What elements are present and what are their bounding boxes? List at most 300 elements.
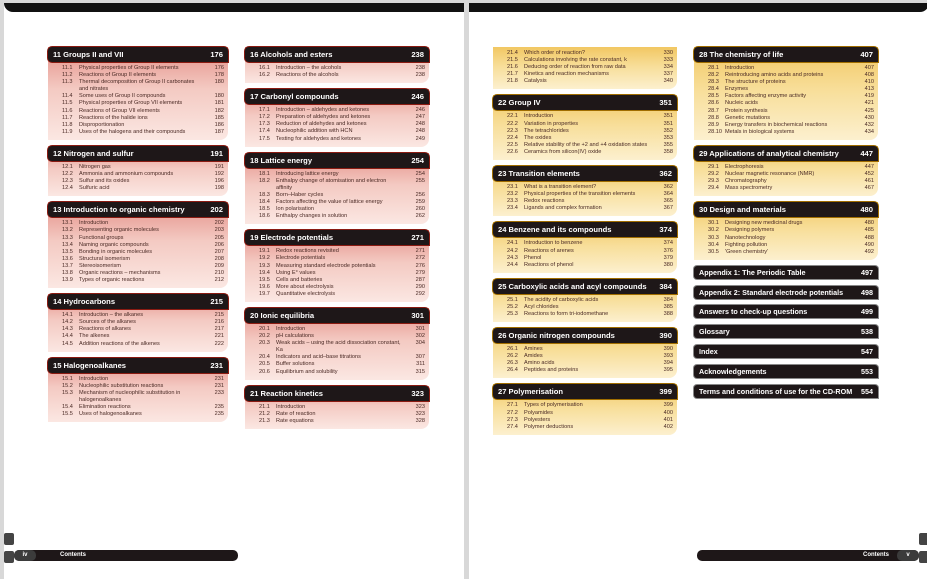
section-number: 18.5: [259, 206, 270, 213]
section-number: 23.1: [507, 184, 518, 191]
section-title: Thermal decomposition of Group II carbonates and nitrates: [79, 79, 195, 93]
section-title: Nucleophilic substitution reactions: [79, 382, 164, 389]
appendix-page: 499: [861, 307, 873, 317]
section-title: Organic reactions – mechanisms: [79, 269, 161, 276]
section-page: 292: [415, 290, 425, 297]
chapter-page: 407: [860, 50, 873, 59]
section-title: Measuring standard electrode potentials: [276, 262, 376, 269]
section-number: 26.4: [507, 367, 518, 374]
toc-entry: [507, 424, 673, 431]
toc-entry: [62, 115, 224, 122]
toc-entry: [507, 410, 673, 417]
section-page: 176: [214, 65, 224, 71]
section-number: 26.1: [507, 346, 518, 353]
section-number: 15.4: [62, 404, 73, 410]
toc-entry: [259, 270, 425, 277]
section-page: 248: [415, 121, 425, 128]
section-list: [245, 245, 429, 302]
toc-entry: [507, 248, 673, 255]
section-number: 27.3: [507, 416, 518, 423]
section-number: 18.3: [259, 191, 270, 198]
section-number: 21.5: [507, 57, 518, 64]
section-title: Bonding in organic molecules: [79, 248, 153, 255]
section-number: 13.3: [62, 234, 73, 241]
section-number: 27.4: [507, 423, 518, 430]
toc-entry: [708, 164, 874, 171]
section-page: 390: [663, 346, 673, 353]
section-page: 353: [663, 134, 673, 141]
toc-entry: [507, 135, 673, 142]
appendix-title: Appendix 1: The Periodic Table: [699, 267, 806, 277]
section-number: 26.2: [507, 353, 518, 360]
toc-column: [245, 47, 429, 435]
section-list: [493, 110, 677, 160]
section-number: 18.4: [259, 199, 270, 206]
toc-column: [694, 47, 878, 404]
section-title: Quantitative electrolysis: [276, 290, 336, 297]
chapter-page: 323: [411, 388, 424, 398]
chapter-page: 480: [860, 205, 873, 215]
chapter-page: 362: [659, 169, 672, 179]
section-title: Reintroducing amino acids and proteins: [725, 72, 824, 79]
toc-chapter: [48, 294, 228, 351]
toc-entry: [62, 185, 224, 192]
section-page: 248: [415, 128, 425, 135]
toc-entry: [62, 383, 224, 390]
section-number: 25.3: [507, 310, 518, 317]
toc-chapter: [493, 279, 677, 322]
section-title: Reduction of aldehydes and ketones: [276, 121, 367, 128]
section-title: Using E° values: [276, 269, 316, 276]
section-title: Fighting pollution: [725, 241, 768, 248]
toc-entry: [259, 255, 425, 262]
toc-entry: [708, 235, 874, 242]
section-page: 452: [864, 171, 874, 178]
section-number: 11.1: [62, 65, 73, 71]
section-title: Ion polarisation: [276, 206, 314, 213]
section-page: 394: [663, 360, 673, 367]
section-page: 467: [864, 185, 874, 192]
section-title: Some uses of Group II compounds: [79, 93, 166, 100]
section-page: 272: [415, 255, 425, 262]
section-title: Deducing order of reaction from raw data: [524, 64, 626, 71]
toc-entry: [507, 64, 673, 71]
section-title: Redox reactions revisited: [276, 248, 339, 255]
section-title: Nitrogen gas: [79, 163, 111, 170]
section-page: 301: [415, 325, 425, 332]
chapter-title: 26 Organic nitrogen compounds: [498, 331, 615, 341]
section-title: Relative stability of the +2 and +4 oxidation states: [524, 141, 648, 148]
appendix-page: 553: [861, 366, 873, 376]
chapter-title: 27 Polymerisation: [498, 387, 563, 397]
toc-entry: [62, 256, 224, 263]
section-number: 11.4: [62, 93, 73, 100]
section-page: 206: [214, 241, 224, 248]
toc-entry: [507, 297, 673, 304]
section-title: More about electrolysis: [276, 283, 334, 290]
section-title: Ammonia and ammonium compounds: [79, 171, 174, 178]
chapter-title: 19 Electrode potentials: [250, 233, 334, 243]
toc-entry: [259, 340, 425, 354]
section-title: Sulfuric acid: [79, 185, 110, 192]
section-title: Disproportionation: [79, 121, 125, 128]
toc-entry: [259, 128, 425, 135]
section-number: 24.2: [507, 247, 518, 254]
page-footer: [697, 550, 919, 561]
appendix-entry: [694, 266, 878, 279]
section-title: Indicators and acid–base titrations: [276, 354, 361, 361]
section-title: Redox reactions: [524, 198, 565, 205]
section-page: 287: [415, 276, 425, 283]
section-page: 399: [663, 402, 673, 409]
section-page: 364: [663, 191, 673, 198]
section-page: 207: [214, 248, 224, 255]
chapter-header: [245, 386, 429, 401]
chapter-page: 351: [659, 98, 672, 108]
section-title: Reactions of the halide ions: [79, 114, 148, 121]
toc-entry: [62, 65, 224, 72]
toc-entry: [507, 417, 673, 424]
section-title: Polyamides: [524, 409, 553, 416]
section-title: Electrode potentials: [276, 255, 326, 262]
toc-entry: [708, 129, 874, 136]
section-number: 20.1: [259, 325, 270, 332]
toc-entry: [507, 311, 673, 318]
section-page: 221: [214, 333, 224, 340]
section-number: 30.5: [708, 248, 719, 255]
section-page: 276: [415, 262, 425, 269]
toc-entry: [708, 249, 874, 256]
section-title: The structure of proteins: [725, 79, 786, 86]
section-number: 11.5: [62, 100, 73, 107]
section-number: 14.2: [62, 319, 73, 326]
page-number: iv: [14, 550, 36, 561]
section-title: Reactions of Group II elements: [79, 72, 157, 79]
section-number: 14.4: [62, 333, 73, 340]
toc-entry: [507, 346, 673, 353]
section-page: 271: [415, 248, 425, 255]
section-page: 337: [663, 71, 673, 78]
toc-entry: [62, 79, 224, 93]
toc-entry: [62, 326, 224, 333]
toc-entry: [259, 121, 425, 128]
section-title: Testing for aldehydes and ketones: [276, 135, 361, 142]
toc-entry: [507, 184, 673, 191]
section-page: 209: [214, 262, 224, 269]
section-number: 28.5: [708, 93, 719, 100]
section-page: 203: [214, 227, 224, 234]
section-page: 191: [214, 163, 224, 170]
section-number: 11.3: [62, 79, 73, 86]
toc-entry: [507, 198, 673, 205]
toc-entry: [708, 65, 874, 72]
toc-entry: [507, 191, 673, 198]
section-page: 461: [864, 178, 874, 185]
toc-entry: [708, 72, 874, 79]
section-number: 18.1: [259, 170, 270, 177]
section-page: 434: [864, 128, 874, 135]
section-number: 14.3: [62, 326, 73, 333]
section-title: Introduction: [276, 403, 306, 410]
section-page: 181: [214, 100, 224, 107]
section-number: 13.2: [62, 227, 73, 234]
section-number: 21.2: [259, 410, 270, 417]
section-page: 256: [415, 191, 425, 198]
section-list: [493, 343, 677, 378]
section-title: Which order of reaction?: [524, 50, 585, 56]
section-page: 217: [214, 326, 224, 333]
toc-entry: [62, 390, 224, 404]
section-list: [48, 217, 228, 288]
section-page: 379: [663, 254, 673, 261]
section-number: 28.10: [708, 128, 722, 135]
section-title: Elimination reactions: [79, 404, 131, 410]
section-title: Physical properties of the transition elements: [524, 191, 636, 198]
section-title: Uses of halogenoalkanes: [79, 411, 142, 418]
toc-entry: [62, 404, 224, 411]
section-page: 212: [214, 277, 224, 284]
section-list: [493, 294, 677, 322]
page-tabs: [919, 527, 927, 563]
section-page: 388: [663, 310, 673, 317]
section-title: Nanotechnology: [725, 234, 766, 241]
toc-entry: [708, 220, 874, 227]
section-number: 25.1: [507, 296, 518, 303]
appendix-title: Appendix 2: Standard electrode potentials: [699, 287, 844, 297]
section-page: 231: [214, 375, 224, 382]
section-page: 311: [416, 361, 425, 368]
section-title: Naming organic compounds: [79, 241, 149, 248]
section-page: 323: [415, 410, 425, 417]
section-title: Reactions of phenol: [524, 261, 574, 268]
toc-chapter: [493, 222, 677, 272]
section-page: 333: [663, 57, 673, 64]
toc-entry: [259, 411, 425, 418]
toc-entry: [507, 240, 673, 247]
page-tabs: [4, 527, 14, 563]
section-page: 238: [415, 72, 425, 79]
chapter-header: [48, 47, 228, 62]
section-page: 233: [214, 389, 224, 396]
section-page: 385: [663, 303, 673, 310]
section-title: Types of organic reactions: [79, 277, 145, 284]
chapter-header: [493, 166, 677, 181]
section-title: Chromatography: [725, 178, 767, 185]
section-title: Rate equations: [276, 417, 314, 424]
toc-entry: [62, 333, 224, 340]
section-page: 402: [663, 423, 673, 430]
toc-entry: [708, 108, 874, 115]
appendix-entry: [694, 385, 878, 398]
toc-entry: [507, 121, 673, 128]
toc-entry: [62, 164, 224, 171]
toc-entry: [507, 57, 673, 64]
section-title: Catalysis: [524, 78, 547, 85]
section-list: [245, 104, 429, 146]
section-number: 11.6: [62, 107, 73, 114]
section-page: 180: [214, 93, 224, 100]
toc-entry: [708, 122, 874, 129]
toc-entry: [708, 79, 874, 86]
appendix-page: 547: [861, 346, 873, 356]
section-title: Genetic mutations: [725, 114, 771, 121]
chapter-title: 21 Reaction kinetics: [250, 388, 324, 398]
toc-chapter: [48, 202, 228, 288]
section-number: 22.4: [507, 134, 518, 141]
section-number: 19.1: [259, 248, 270, 255]
toc-entry: [708, 227, 874, 234]
section-title: Reactions of arenes: [524, 247, 574, 254]
section-number: 30.3: [708, 234, 719, 241]
chapter-page: 238: [411, 50, 424, 59]
toc-entry: [507, 360, 673, 367]
section-title: Equilibrium and solubility: [276, 368, 338, 375]
section-page: 362: [663, 184, 673, 191]
section-page: 351: [663, 120, 673, 127]
section-page: 367: [663, 205, 673, 212]
section-title: Calculations involving the rate constant, k: [524, 57, 627, 64]
toc-chapter: [245, 386, 429, 429]
toc-entry: [708, 178, 874, 185]
section-title: Mechanism of nucleophilic substitution in halogenoalkanes: [79, 389, 181, 403]
chapter-header: [245, 308, 429, 323]
section-title: Introduction: [79, 375, 109, 382]
chapter-header: [493, 222, 677, 237]
chapter-header: [694, 146, 878, 161]
section-page: 365: [663, 198, 673, 205]
toc-entry: [507, 149, 673, 156]
section-number: 15.2: [62, 382, 73, 389]
toc-entry: [507, 50, 673, 57]
section-page: 419: [864, 93, 874, 100]
toc-entry: [62, 242, 224, 249]
toc-column: [48, 47, 228, 428]
toc-entry: [62, 235, 224, 242]
section-number: 19.6: [259, 283, 270, 290]
toc-entry: [62, 178, 224, 185]
section-page: 393: [663, 353, 673, 360]
section-page: 208: [214, 255, 224, 262]
appendix-title: Index: [699, 346, 718, 356]
toc-entry: [62, 376, 224, 383]
toc-entry: [259, 333, 425, 340]
section-title: Introduction: [725, 65, 755, 71]
toc-entry: [259, 65, 425, 72]
section-page: 413: [864, 86, 874, 93]
toc-entry: [62, 341, 224, 348]
section-list: [694, 217, 878, 259]
section-title: Amides: [524, 353, 543, 360]
top-bar: [469, 3, 927, 12]
toc-entry: [62, 108, 224, 115]
section-title: Ceramics from silicon(IV) oxide: [524, 148, 602, 155]
toc-entry: [708, 242, 874, 249]
toc-entry: [507, 353, 673, 360]
chapter-header: [48, 294, 228, 309]
toc-entry: [62, 312, 224, 319]
section-page: 259: [415, 199, 425, 206]
section-title: Introduction: [524, 113, 554, 120]
section-number: 22.3: [507, 127, 518, 134]
section-title: Designing polymers: [725, 227, 775, 234]
chapter-title: 29 Applications of analytical chemistry: [699, 148, 839, 158]
section-page: 222: [214, 340, 224, 347]
section-number: 13.9: [62, 277, 73, 284]
chapter-page: 374: [659, 225, 672, 235]
section-number: 30.4: [708, 241, 719, 248]
toc-entry: [62, 270, 224, 277]
chapter-page: 191: [210, 148, 223, 158]
section-page: 178: [214, 72, 224, 79]
toc-chapter: [493, 166, 677, 216]
section-number: 15.5: [62, 411, 73, 418]
section-title: Polyesters: [524, 416, 551, 423]
toc-entry: [507, 128, 673, 135]
section-title: Peptides and proteins: [524, 367, 579, 374]
toc-entry: [507, 78, 673, 85]
section-page: 376: [663, 247, 673, 254]
section-page: 485: [864, 227, 874, 234]
toc-chapter: [245, 89, 429, 146]
section-title: Introduction – the alcohols: [276, 65, 342, 71]
chapter-title: 12 Nitrogen and sulfur: [53, 148, 134, 158]
toc-column: [493, 47, 677, 441]
chapter-title: 15 Halogenoalkanes: [53, 360, 127, 370]
toc-entry: [259, 171, 425, 178]
page-footer: [14, 550, 238, 561]
toc-entry: [259, 192, 425, 199]
section-title: Enzymes: [725, 86, 749, 93]
section-number: 21.1: [259, 403, 270, 410]
appendix-entry: [694, 345, 878, 358]
section-number: 21.8: [507, 78, 518, 85]
toc-entry: [62, 227, 224, 234]
toc-chapter: [48, 47, 228, 140]
section-number: 27.1: [507, 402, 518, 409]
toc-entry: [259, 178, 425, 192]
section-page: 238: [415, 65, 425, 71]
section-title: Representing organic molecules: [79, 227, 159, 234]
section-number: 17.1: [259, 107, 270, 114]
section-number: 22.6: [507, 148, 518, 155]
section-title: Uses of the halogens and their compounds: [79, 128, 186, 135]
section-number: 20.6: [259, 368, 270, 375]
toc-chapter: [493, 47, 677, 89]
section-title: Introduction to benzene: [524, 240, 583, 247]
section-number: 15.1: [62, 375, 73, 382]
toc-entry: [259, 72, 425, 79]
section-title: Preparation of aldehydes and ketones: [276, 114, 371, 121]
section-number: 27.2: [507, 409, 518, 416]
toc-entry: [708, 185, 874, 192]
section-page: 202: [214, 220, 224, 227]
section-number: 13.5: [62, 248, 73, 255]
toc-entry: [708, 86, 874, 93]
section-page: 210: [214, 269, 224, 276]
chapter-title: 17 Carbonyl compounds: [250, 92, 339, 102]
section-number: 29.3: [708, 178, 719, 185]
section-number: 19.2: [259, 255, 270, 262]
section-title: Enthalpy change of atomisation and electron affinity: [276, 177, 387, 191]
section-list: [48, 373, 228, 423]
section-page: 421: [864, 100, 874, 107]
section-number: 25.2: [507, 303, 518, 310]
section-title: Introduction: [276, 325, 306, 332]
section-title: Designing new medicinal drugs: [725, 220, 803, 227]
section-title: Stereoisomerism: [79, 262, 121, 269]
section-title: The acidity of carboxylic acids: [524, 296, 599, 303]
appendix-entry: [694, 365, 878, 378]
